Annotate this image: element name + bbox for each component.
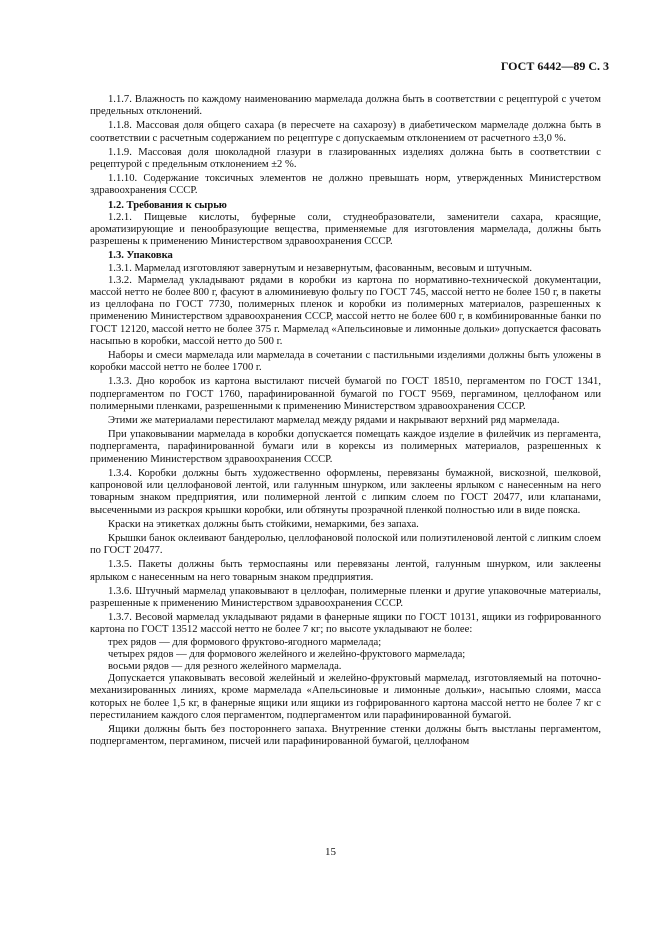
paragraph: 1.3.4. Коробки должны быть художественно оформлены, перевязаны бумажной, вискозной, шелковой, капроновой или целлофановой лентой, или галунным шнурком, или заклеены ярлыком с нанесенным на него товарным знаком предприятия, или полимерной лентой с липким слоем по ГОСТ 20477, или клапанами, высеченными из раскроя крышки коробки, или обтянуты прозрачной пленкой полностью или в виде пояска. [90, 467, 601, 516]
paragraph: 1.3.7. Весовой мармелад укладывают рядами в фанерные ящики по ГОСТ 10131, ящики из гофрированного картона по ГОСТ 13512 массой нетто не более 7 кг; по высоте укладывают не более: [90, 612, 601, 636]
paragraph: 1.3.2. Мармелад укладывают рядами в коробки из картона по нормативно-технической документации, массой нетто не более 800 г, фасуют в алюминиевую фольгу по ГОСТ 745, массой нетто не более 150 г, в пакеты из целлофана по ГОСТ 7730, полимерных пленок и коробки из полимерных материалов, разрешенных к применению Министерством здравоохранения СССР, массой нетто не более 600 г, в комбинированные банки по ГОСТ 12120, массой нетто не более 375 г. Мармелад «Апельсиновые и лимонные дольки» допускается фасовать насыпью в коробки, массой нетто до 500 г. [90, 274, 601, 347]
paragraph: 1.1.7. Влажность по каждому наименованию мармелада должна быть в соответствии с рецептурой с учетом предельных отклонений. [90, 94, 601, 118]
paragraph: четырех рядов — для формового желейного и желейно-фруктового мармелада; [108, 648, 466, 660]
paragraph: восьми рядов — для резного желейного мармелада. [108, 660, 342, 672]
page-number: 15 [325, 846, 336, 858]
paragraph: 1.3.5. Пакеты должны быть термоспаяны или перевязаны лентой, галунным шнурком, или заклеены ярлыком с нанесенным на него товарным знаком предприятия. [90, 559, 601, 583]
paragraph: Этими же материалами перестилают мармелад между рядами и накрывают верхний ряд мармелада. [108, 415, 560, 427]
paragraph: Допускается упаковывать весовой желейный и желейно-фруктовый мармелад, изготовляемый на поточно-механизированных линиях, кроме мармелада «Апельсиновые и лимонные дольки», насыпью слоями, масса которых не более 1,5 кг, в фанерные ящики или ящики из гофрированного картона массой нетто не более 7 кг с перестиланием каждого слоя пергаментом, подпергаментом или парафинированной бумагой. [90, 673, 601, 721]
section-heading: 1.3. Упаковка [108, 250, 173, 262]
paragraph: Ящики должны быть без постороннего запаха. Внутренние стенки должны быть выстланы пергаментом, подпергаментом, пергамином, писчей или парафинированной бумагой, целлофаном [90, 723, 601, 748]
paragraph: Крышки банок оклеивают бандеролью, целлофановой полоской или полиэтиленовой лентой с липким слоем по ГОСТ 20477. [90, 532, 601, 557]
paragraph: 1.3.3. Дно коробок из картона выстилают писчей бумагой по ГОСТ 18510, пергаментом по ГОСТ 1341, подпергаментом по ГОСТ 1760, парафинированной бумагой по ГОСТ 9569, пергамином, целлофаном или полимерными пленками, разрешенными к применению Министерством здравоохранения СССР. [90, 376, 601, 412]
paragraph: При упаковывании мармелада в коробки допускается помещать каждое изделие в филейчик из пергамента, подпергамента, парафинированной бумаги или в корексы из полимерных материалов, разрешенных к применению Министерством здравоохранения СССР. [90, 429, 601, 465]
paragraph: Наборы и смеси мармелада или мармелада в сочетании с пастильными изделиями должны быть уложены в коробки массой нетто не более 1700 г. [90, 350, 601, 374]
paragraph: Краски на этикетках должны быть стойкими, немаркими, без запаха. [108, 518, 419, 530]
paragraph: 1.1.8. Массовая доля общего сахара (в пересчете на сахарозу) в диабетическом мармеладе должна быть в соответствии с расчетным содержанием по рецептуре с допускаемым отклонением от расчетного ±3,0 %. [90, 120, 601, 144]
paragraph: 1.3.6. Штучный мармелад упаковывают в целлофан, полимерные пленки и другие упаковочные материалы, разрешенные к применению Министерством здравоохранения СССР. [90, 585, 601, 609]
paragraph: 1.1.10. Содержание токсичных элементов не должно превышать норм, утвержденных Министерством здравоохранения СССР. [90, 173, 601, 197]
section-heading: 1.2. Требования к сырью [108, 199, 227, 211]
paragraph: трех рядов — для формового фруктово-ягодного мармелада; [108, 636, 382, 648]
paragraph: 1.1.9. Массовая доля шоколадной глазури в глазированных изделиях должна быть в соответствии с рецептурой с предельным отклонением ±2 %. [90, 146, 601, 171]
document-body [90, 94, 601, 750]
paragraph: 1.3.1. Мармелад изготовляют завернутым и незавернутым, фасованным, весовым и штучным. [108, 262, 533, 274]
paragraph: 1.2.1. Пищевые кислоты, буферные соли, студнеобразователи, заменители сахара, красящие, ароматизирующие и пенообразующие вещества, применяемые для изготовления мармелада, должны быть разрешены к применению Министерством здравоохранения СССР. [90, 211, 601, 248]
page-header: ГОСТ 6442—89 С. 3 [500, 59, 609, 73]
